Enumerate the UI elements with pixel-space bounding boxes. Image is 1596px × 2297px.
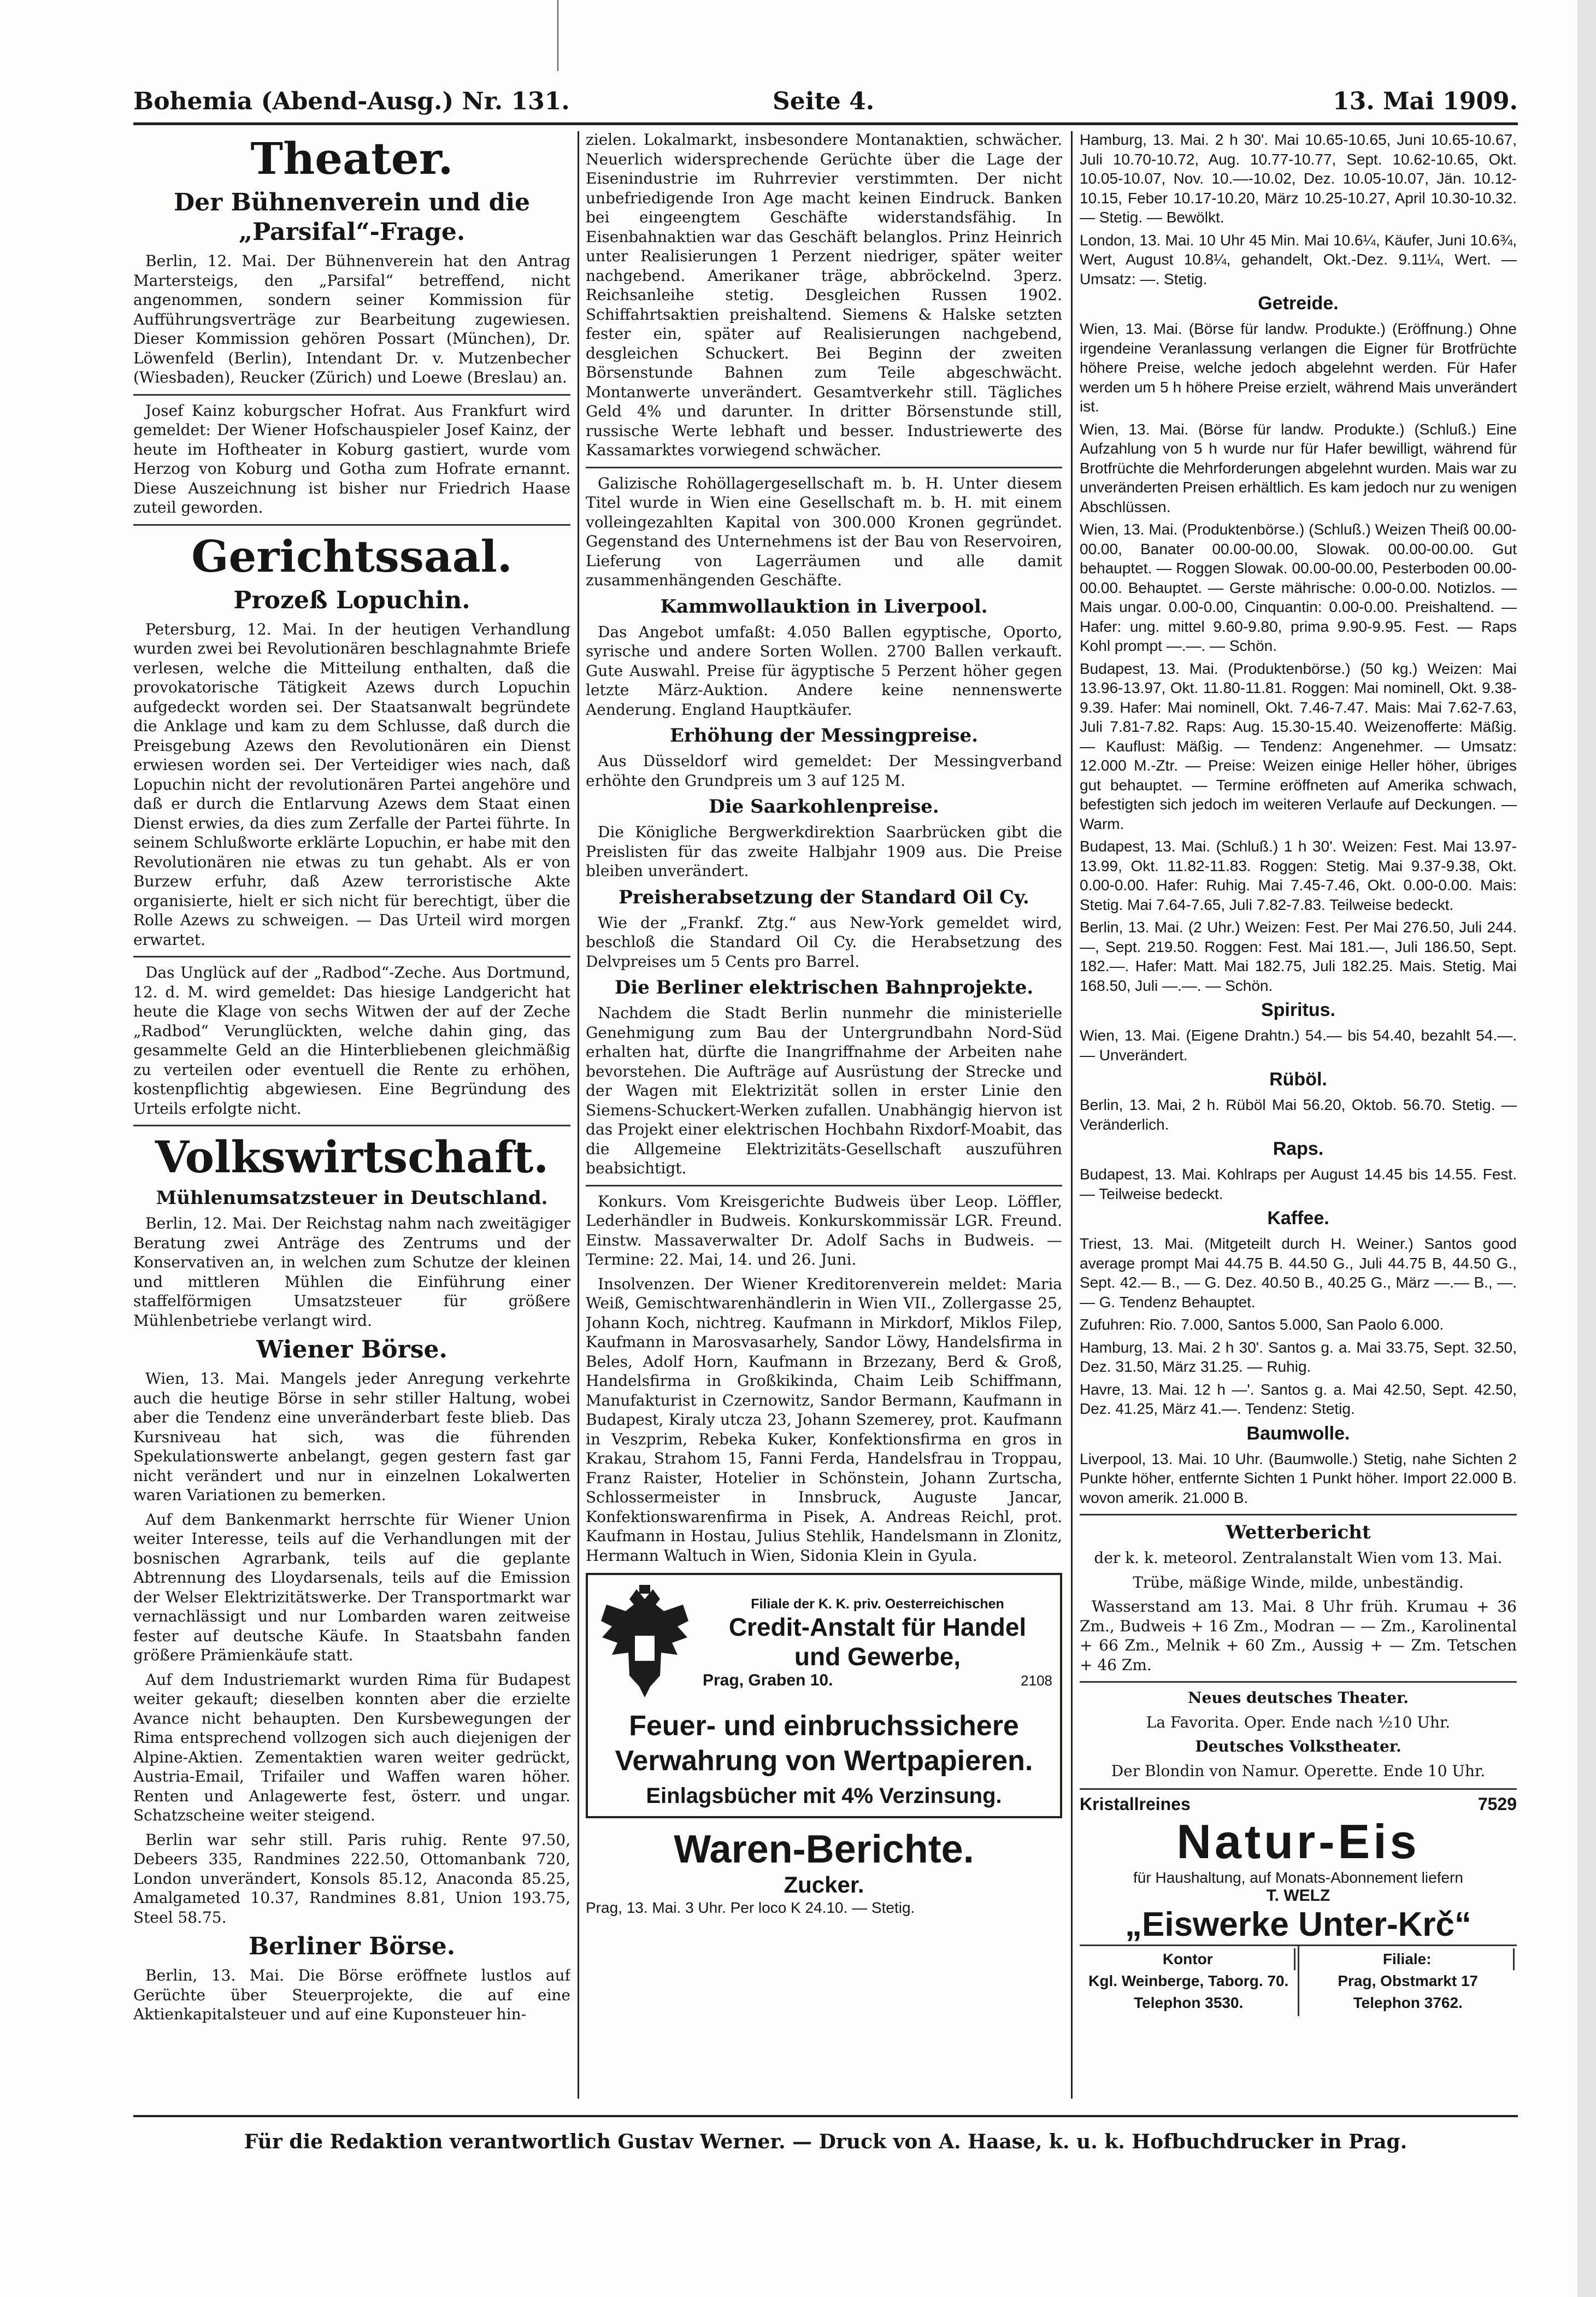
divider: [133, 1125, 570, 1126]
article-text-lopuchin: Petersburg, 12. Mai. In der heutigen Verhandlung wurden zwei bei Revolutionären beschlagnahmte Briefe verlesen, welche die Mitteilung enthalten, daß die provokatorische Tätigkeit Azews durch Lopuchin aufgedeckt worden sei. Der Staatsanwalt begründete die Anklage und kam zu dem Schlusse, daß durch die Preisgebung Azews den Revolutionären ein Dienst erwiesen worden sei. Der Verteidiger wies nach, daß Lopuchin nicht der revolutionären Partei angehöre und daß er durch die Entlarvung Azews dem Staat einen Dienst erwies, da dies zum Zerfalle der Partei führte. In seinem Schlußworte erklärte Lopuchin, er habe mit den Revolutionären nie etwas zu tun gehabt. Als er von Burzew erfuhr, daß Azew terroristische Akte organisierte, hielt er sich nicht für berechtigt, über die Rolle Azews zu schweigen. — Das Urteil wird morgen erwartet.: [133, 620, 570, 949]
article-text-saarkohle: Die Königliche Bergwerkdirektion Saarbrücken gibt die Preislisten für das zweite Halbjahr 1909 aus. Die Preise bleiben unverändert.: [586, 823, 1062, 880]
article-text-wiener-3: Auf dem Industriemarkt wurden Rima für Budapest weiter gekauft; dieselben konnten aber die erzielte Avance nicht behaupten. Den Kursbewegungen der Rima entsprechend vollzogen sich auch diejenigen der Alpine-Aktien. Zementaktien waren weiter gedrückt, Austria-Email, Trifailer und Waffen waren höher. Renten und Anlagewerte fest, österr. und ungar. Schatzscheine weiter steigend.: [133, 1670, 570, 1824]
ad-eis-name: T. WELZ: [1266, 1887, 1330, 1905]
header-center: Seite 4.: [773, 87, 875, 115]
wetter-text: Trübe, mäßige Winde, milde, unbeständig.: [1133, 1573, 1464, 1591]
article-title-wiener-boerse: Wiener Börse.: [256, 1336, 447, 1364]
market-budapest-2: Budapest, 13. Mai. (Schluß.) 1 h 30'. Weizen: Fest. Mai 13.97-13.99, Okt. 11.82-11.83. Roggen: Stetig. Mai 9.37-9.38, Okt. 0.00-0.00. Hafer: Ruhig. Mai 7.45-7.46, Okt. 0.00-0.00. Mais: Stetig. Mai 7.64-7.65, Juli 7.82-7.83. Teilweise bedeckt.: [1080, 838, 1517, 913]
ad-eis-headline: Natur-Eis: [1176, 1814, 1420, 1869]
section-title-wetterbericht: Wetterbericht: [1226, 1521, 1371, 1543]
header-left: Bohemia (Abend-Ausg.) Nr. 131.: [133, 87, 570, 115]
theater-neues-deutsches-programm: La Favorita. Oper. Ende nach ½10 Uhr.: [1146, 1713, 1451, 1731]
article-title-kammwolle: Kammwollauktion in Liverpool.: [660, 595, 988, 618]
article-text-messing: Aus Düsseldorf wird gemeldet: Der Messingverband erhöhte den Grundpreis um 3 auf 125 M.: [586, 752, 1062, 790]
article-title-berliner-boerse: Berliner Börse.: [248, 1932, 456, 1960]
article-title-saarkohle: Die Saarkohlenpreise.: [709, 796, 939, 818]
market-title-raps: Raps.: [1273, 1138, 1324, 1159]
article-title-messing: Erhöhung der Messingpreise.: [670, 725, 978, 747]
header-rule: [133, 122, 1518, 125]
market-title-spiritus: Spiritus.: [1261, 1000, 1336, 1020]
market-title-baumwolle: Baumwolle.: [1246, 1423, 1350, 1444]
column-rule-2: [1071, 131, 1073, 2099]
ad-eis-filiale-label: Filiale:: [1301, 1948, 1515, 1970]
market-rueboel: Berlin, 13. Mai, 2 h. Rüböl Mai 56.20, Oktob. 56.70. Stetig. — Veränderlich.: [1080, 1096, 1517, 1133]
ad-eis-firm: „Eiswerke Unter-Krč“: [1124, 1906, 1472, 1943]
market-wien-produkte: Wien, 13. Mai. (Produktenbörse.) (Schluß.) Weizen Theiß 00.00-00.00, Banater 00.00-00.00, Slowak. 00.00-00.00. Gut behauptet. — Roggen Slowak. 00.00-00.00, Pesterboden 00.00-00.00. Behauptet. — Gerste mährische: 0.00-0.00. Notizlos. — Mais ungar. 0.00-0.00, Cinquantin: 0.00-0.00. Preishaltend. — Hafer: ung. mittel 9.60-9.80, prima 9.90-9.95. Fest. — Raps Kohl prompt —.—. — Schön.: [1080, 521, 1517, 654]
market-hamburg: Hamburg, 13. Mai. 2 h 30'. Mai 10.65-10.65, Juni 10.65-10.67, Juli 10.70-10.72, Aug. 10.77-10.77, Sept. 10.62-10.65, Okt. 10.05-10.07, Nov. 10.—-10.02, Dez. 10.05-10.07, Jän. 10.12-10.15, Feber 10.17-10.20, März 10.25-10.27, April 10.30-10.32. — Stetig. — Bewölkt.: [1080, 131, 1517, 226]
footer-rule: [133, 2115, 1518, 2117]
article-text-berliner-cont: zielen. Lokalmarkt, insbesondere Montanaktien, schwächer. Neuerlich widersprechende Gerüchte über die Lage der Eisenindustrie im Ruhrrevier verstimmten. Der nicht unbefriedigende Iron Age macht keinen Eindruck. Banken bei eingeengtem Geschäfte widerstandsfähig. In Eisenbahnaktien war das Geschäft belanglos. Prinz Heinrich unter Realisierungen 1 Perzent niedriger, später weiter nachgebend. Amerikaner träge, abbröckelnd. 3perz. Reichsanleihe stetig. Desgleichen Russen 1902. Schiffahrtsaktien preishaltend. Siemens & Halske setzten fester ein, später auf Realisierungen nachgebend, desgleichen Schuckert. Bei Beginn der zweiten Börsenstunde Bahnen zum Teile abgeschwächt. Montanwerte unverändert. Gesamtverkehr still. Tägliches Geld 4% und darunter. In dritter Börsenstunde still, russische Werte lebhaft und besser. Industriewerte des Kassamarktes vorwiegend schwächer.: [586, 131, 1062, 459]
divider: [1080, 1681, 1517, 1683]
market-berlin-getreide: Berlin, 13. Mai. (2 Uhr.) Weizen: Fest. Per Mai 276.50, Juli 244.—, Sept. 219.50. Roggen: Fest. Mai 181.—, Juli 186.50, Sept. 182.—. Hafer: Matt. Mai 182.75, Juli 182.25. Mais. Stetig. Mai 168.50, Juli —.—. — Schön.: [1080, 919, 1517, 994]
article-text-zucker: Prag, 13. Mai. 3 Uhr. Per loco K 24.10. — Stetig.: [586, 1899, 915, 1916]
divider: [586, 467, 1062, 468]
section-title-theater: Theater.: [250, 133, 454, 184]
column-3: [1080, 130, 1517, 2108]
theater-neues-deutsches: Neues deutsches Theater.: [1187, 1689, 1409, 1707]
divider: [133, 394, 570, 396]
article-title-muehlen: Mühlenumsatzsteuer in Deutschland.: [156, 1187, 548, 1209]
running-header: [133, 82, 1518, 120]
market-london: London, 13. Mai. 10 Uhr 45 Min. Mai 10.6¼, Käufer, Juni 10.6¾, Wert, August 10.8¼, gehandelt, Okt.-Dez. 9.11¼, Wert. — Umsatz: —. Stetig.: [1080, 231, 1517, 287]
imprint-footer: Für die Redaktion verantwortlich Gustav Werner. — Druck von A. Haase, k. u. k. Hofbuchdrucker in Prag.: [244, 2130, 1407, 2153]
section-title-volkswirtschaft: Volkswirtschaft.: [155, 1131, 549, 1183]
article-text-wiener-4: Berlin war sehr still. Paris ruhig. Rente 97.50, Debeers 335, Randmines 222.50, Ottomanbank 720, London unverändert, Konsols 85.12, Anaconda 85.25, Amalgameted 10.37, Randmines 8.81, Union 193.75, Steel 58.75.: [133, 1830, 570, 1926]
market-wien-schluss: Wien, 13. Mai. (Börse für landw. Produkte.) (Schluß.) Eine Aufzahlung von 5 h wurde nur für Hafer bewilligt, während für Brotfrüchte die Mehrforderungen abgelehnt wurden. Mais war zu unveränderten Preisen erhältlich. Es kam jedoch nur zu wenigen Abschlüssen.: [1080, 420, 1517, 515]
ad-eis-kontor-address: Kgl. Weinberge, Taborg. 70.: [1088, 1972, 1289, 1989]
double-eagle-icon: [596, 1583, 694, 1703]
article-text-insolvenzen: Insolvenzen. Der Wiener Kreditorenverein meldet: Maria Weiß, Gemischtwarenhändlerin in Wien VII., Zollergasse 25, Johann Koch, nichtreg. Kaufmann in Mirkdorf, Miklos Filep, Kaufmann in Marosvasarhely, Sandor Löwy, Handelsfirma in Beles, Adolf Horn, Kaufmann in Brzezany, Berd & Groß, Handelsfirma in Großkikinda, Chaim Leib Schiffmann, Manufakturist in Czernowitz, Sandor Bermann, Kaufmann in Budapest, Kiraly utcza 23, Johann Szemerey, prot. Kaufmann in Veszprim, Rebeka Kuker, Konfektionsfirma en gros in Krakau, Strahom 15, Fanni Ferda, Handelsfrau in Troppau, Franz Raister, Hotelier in Schönstein, Johann Zurtscha, Schlossermeister in Innsbruck, Auguste Jancar, Konfektionswarenfirma in Pisek, A. Andreas Reichl, prot. Kaufmann in Hostau, Julius Stehlik, Handelsmann in Zlonitz, Hermann Waltuch in Wien, Sidonia Klein in Gyula.: [586, 1274, 1062, 1565]
ad-eis-filiale-address: Prag, Obstmarkt 17: [1338, 1972, 1479, 1989]
column-1: [133, 130, 570, 2108]
ad-eis-addresses: [1080, 1944, 1517, 2016]
section-title-gerichtssaal: Gerichtssaal.: [191, 530, 513, 582]
page-fold-mark: [557, 0, 558, 71]
ad-eis-kristallreines: Kristallreines: [1080, 1794, 1191, 1814]
ad-number: 2108: [1021, 1672, 1052, 1689]
article-text-kainz: Josef Kainz koburgscher Hofrat. Aus Frankfurt wird gemeldet: Der Wiener Hofschauspieler Josef Kainz, der heute im Hoftheater in Koburg gastiert, wurde vom Herzog von Koburg und Gotha zum Hofrate ernannt. Diese Auszeichnung ist bisher nur Friedrich Haase zuteil geworden.: [133, 401, 570, 516]
article-title-lopuchin: Prozeß Lopuchin.: [233, 586, 470, 614]
article-text-buehnenverein: Berlin, 12. Mai. Der Bühnenverein hat den Antrag Martersteigs, den „Parsifal“ betreffend, nicht angenommen, sondern seiner Kommission für Aufführungsverträge zur Bearbeitung zugewiesen. Dieser Kommission gehören Possart (München), Dr. Löwenfeld (Berlin), Intendant Dr. v. Mutzenbecher (Wiesbaden), Reucker (Zürich) und Loewe (Breslau) an.: [133, 252, 570, 386]
divider: [586, 1185, 1062, 1186]
ad-eis-kontor-label: Kontor: [1082, 1948, 1295, 1970]
ad-eis-filiale-phone: Telephon 3762.: [1353, 1994, 1463, 2011]
article-text-kammwolle: Das Angebot umfaßt: 4.050 Ballen egyptische, Oporto, syrische und andere Sorten Wollen. 2700 Ballen verkauft. Gute Auswahl. Preise für ägyptische 5 Perzent höher gegen letzte März-Auktion. Andere keine nennenswerte Aenderung. England Hauptkäufer.: [586, 622, 1062, 719]
article-text-wiener-2: Auf dem Bankenmarkt herrschte für Wiener Union weiter Interesse, teils auf die Verhandlungen mit der bosnischen Agrarbank, teils auf die geplante Abtrennung des Lloydarsenals, teils auf die Emission der Welser Elektrizitätswerke. Der Transportmarkt war vernachlässigt und nur Lombarden waren zeitweise fester auf deutsche Käufe. In Staatsbahn fanden größere Prämienkäufe statt.: [133, 1510, 570, 1664]
divider: [1080, 1514, 1517, 1515]
ad-eis-number: 7529: [1477, 1794, 1517, 1814]
page-edge: [1577, 0, 1596, 2297]
advertisement-natur-eis: [1080, 1788, 1517, 2016]
ad-eis-subline: für Haushaltung, auf Monats-Abonnement liefern: [1133, 1869, 1463, 1886]
market-raps: Budapest, 13. Mai. Kohlraps per August 14.45 bis 14.55. Fest. — Teilweise bedeckt.: [1080, 1166, 1517, 1202]
divider: [133, 956, 570, 957]
article-text-standard-oil: Wie der „Frankf. Ztg.“ aus New-York gemeldet wird, beschloß die Standard Oil Cy. die Herabsetzung des Delvpreises um 5 Cents pro Barrel.: [586, 913, 1062, 971]
article-text-berliner: Berlin, 13. Mai. Die Börse eröffnete lustlos auf Gerüchte über Steuerprojekte, die auf eine Aktienkapitalsteuer und auf eine Kuponsteuer hin-: [133, 1966, 570, 2023]
article-text-wiener-1: Wien, 13. Mai. Mangels jeder Anregung verkehrte auch die heutige Börse in sehr stiller Haltung, wobei aber die Tendenz eine unveränderbart feste blieb. Das Kursniveau hat sich, was die führenden Spekulationswerte anbelangt, gegen gestern fast gar nicht verändert und nur in einzelnen Lokalwerten waren Variationen zu bemerken.: [133, 1370, 570, 1504]
wasserstand-text: Wasserstand am 13. Mai. 8 Uhr früh. Krumau + 36 Zm., Budweis + 16 Zm., Modran — — Zm., Karolinental + 66 Zm., Melnik + 60 Zm., Aussig + — Zm. Tetschen + 46 Zm.: [1080, 1597, 1517, 1674]
article-text-bahnprojekte: Nachdem die Stadt Berlin nunmehr die ministerielle Genehmigung zum Bau der Untergrundbahn Nord-Süd erhalten hat, dürfte die Inangriffnahme der Arbeiten nahe bevorstehen. Die Aufträge auf Ausrüstung der Strecke und der Wagen mit Elektrizität sollen in erster Linie den Siemens-Schuckert-Werken zufallen. Unabhängig hiervon ist das Projekt einer elektrischen Hochbahn Rixdorf-Moabit, das die Allgemeine Elektrizitäts-Gesellschaft auszuführen beabsichtigt.: [586, 1004, 1062, 1177]
ad-eis-kontor: [1080, 1946, 1299, 2016]
market-kaffee-triest: Triest, 13. Mai. (Mitgeteilt durch H. Weiner.) Santos good average prompt Mai 44.75 B. 44.50 G., Juli 44.75 B, 44.50 G., Sept. 42.— B., — G. Dez. 40.50 B., 40.25 G., März —.— B., —.— G. Tendenz Behauptet.: [1080, 1235, 1517, 1311]
article-title-zucker: Zucker.: [784, 1872, 864, 1897]
market-kaffee-hamburg: Hamburg, 13. Mai. 2 h 30'. Santos g. a. Mai 33.75, Sept. 32.50, Dez. 31.50, März 31.25. — Ruhig.: [1080, 1338, 1517, 1375]
market-kaffee-havre: Havre, 13. Mai. 12 h —'. Santos g. a. Mai 42.50, Sept. 42.50, Dez. 41.25, März 41.—. Tendenz: Stetig.: [1080, 1380, 1517, 1417]
article-title-bahnprojekte: Die Berliner elektrischen Bahnprojekte.: [614, 977, 1034, 998]
header-right: 13. Mai 1909.: [1333, 87, 1518, 115]
article-title-standard-oil: Preisherabsetzung der Standard Oil Cy.: [619, 886, 1029, 908]
ad-eis-filiale: [1299, 1946, 1517, 2016]
market-baumwolle: Liverpool, 13. Mai. 10 Uhr. (Baumwolle.) Stetig, nahe Sichten 2 Punkte höher, entfernte Sichten 1 Punkt höher. Import 22.000 B. wovon amerik. 21.000 B.: [1080, 1450, 1517, 1506]
ad-line-verwahrung: Feuer- und einbruchssichere Verwahrung von Wertpapieren.: [615, 1710, 1033, 1777]
advertisement-credit-anstalt: [586, 1573, 1062, 1818]
market-kaffee-zufuhren: Zufuhren: Rio. 7.000, Santos 5.000, San Paolo 6.000.: [1080, 1316, 1444, 1333]
market-spiritus: Wien, 13. Mai. (Eigene Drahtn.) 54.— bis 54.40, bezahlt 54.—. — Unverändert.: [1080, 1027, 1517, 1064]
article-text-radbod: Das Unglück auf der „Radbod“-Zeche. Aus Dortmund, 12. d. M. wird gemeldet: Das hiesige Landgericht hat heute die Klage von sechs Witwen der auf der Zeche „Radbod“ Verunglückten, welche dahin ging, das gesammelte Geld an die Hinterbliebenen gleichmäßig zu verteilen oder eventuell die Rente zu erhöhen, kostenpflichtig abgewiesen. Eine Begründung des Urteils erfolgte nicht.: [133, 964, 570, 1118]
market-title-rueboel: Rüböl.: [1269, 1069, 1327, 1090]
column-rule-1: [578, 131, 579, 2099]
column-2: [586, 130, 1062, 2108]
article-title-buehnenverein: Der Bühnenverein und die „Parsifal“-Frage.: [173, 189, 531, 246]
section-title-waren-berichte: Waren-Berichte.: [674, 1828, 974, 1871]
market-title-getreide: Getreide.: [1258, 293, 1339, 314]
article-text-muehlen: Berlin, 12. Mai. Der Reichstag nahm nach zweitägiger Beratung zwei Anträge des Zentrums und der Konservativen an, in welchen zum Schutze der kleinen und mittleren Mühlen die Einführung einer staffelförmigen Umsatzsteuer für größere Mühlenbetriebe verlangt wird.: [133, 1214, 570, 1330]
ad-line-filiale: Filiale der K. K. priv. Oesterreichischen: [751, 1596, 1004, 1612]
article-text-galizische: Galizische Rohöllagergesellschaft m. b. H. Unter diesem Titel wurde in Wien eine Gesellschaft m. b. H. mit einem volleingezahlten Kapital von 300.000 Kronen gegründet. Gegenstand des Unternehmens ist der Bau von Reservoiren, Lieferung von Lagerräumen und alle damit zusammenhängenden Geschäfte.: [586, 474, 1062, 589]
wetter-subtitle: der k. k. meteorol. Zentralanstalt Wien vom 13. Mai.: [1094, 1549, 1503, 1567]
ad-line-zinsen: Einlagsbücher mit 4% Verzinsung.: [646, 1784, 1002, 1808]
ad-eis-kontor-phone: Telephon 3530.: [1134, 1994, 1244, 2011]
market-wien-eroeffnung: Wien, 13. Mai. (Börse für landw. Produkte.) (Eröffnung.) Ohne irgendeine Veranlassung verlangen die Eigner für Brotfrüchte höhere Preise, welche jedoch abgelehnt werden. Für Hafer werden um 5 h höhere Preise erzielt, während Mais unverändert ist.: [1080, 320, 1517, 415]
market-title-kaffee: Kaffee.: [1267, 1208, 1329, 1229]
divider: [133, 524, 570, 526]
ad-line-address: Prag, Graben 10.: [703, 1671, 833, 1689]
theater-volkstheater: Deutsches Volkstheater.: [1195, 1737, 1401, 1755]
ad-line-credit-anstalt: Credit-Anstalt für Handel und Gewerbe,: [728, 1612, 1027, 1671]
theater-volkstheater-programm: Der Blondin von Namur. Operette. Ende 10 Uhr.: [1111, 1761, 1486, 1780]
market-budapest-1: Budapest, 13. Mai. (Produktenbörse.) (50 kg.) Weizen: Mai 13.96-13.97, Okt. 11.80-11.81. Roggen: Mai nominell, Okt. 9.38-9.39. Hafer: Mai nominell, Okt. 7.46-7.47. Mais: Mai 7.62-7.63, Juli 7.81-7.82. Raps: Aug. 15.30-15.40. Weizenofferte: Mäßig. — Kauflust: Mäßig. — Tendenz: Angenehmer. — Umsatz: 12.000 M.-Ztr. — Preise: Weizen einige Heller höher, übriges gut behauptet. — Termine eröffneten auf Amerika schwach, befestigten sich jedoch im weiteren Verlaufe auf Deckungen. — Warm.: [1080, 660, 1517, 832]
article-text-konkurs: Konkurs. Vom Kreisgerichte Budweis über Leop. Löffler, Lederhändler in Budweis. Konkurskommissär LGR. Freund. Einstw. Massaverwalter Dr. Adolf Sachs in Budweis. — Termine: 22. Mai, 14. und 26. Juni.: [586, 1192, 1062, 1268]
